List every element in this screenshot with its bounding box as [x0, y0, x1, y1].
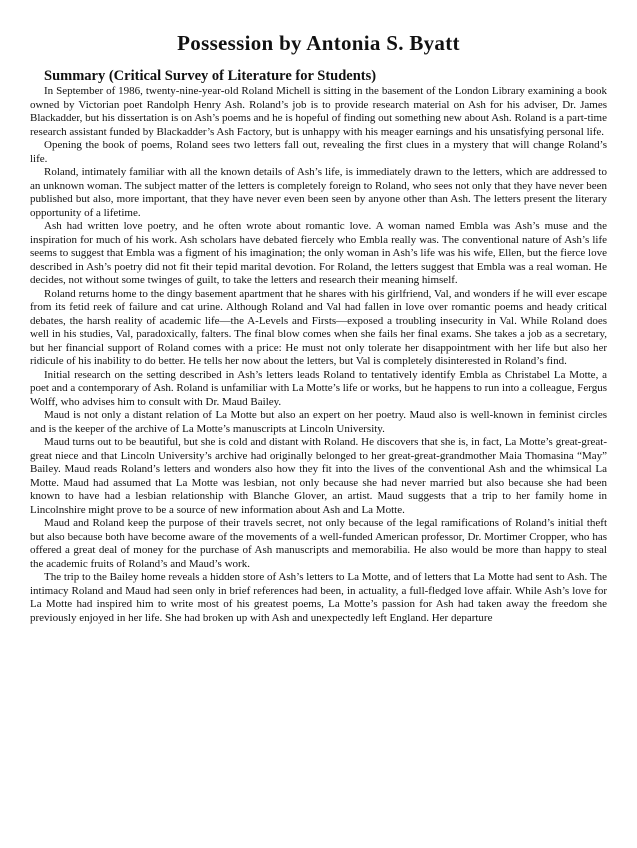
document-title: Possession by Antonia S. Byatt	[177, 31, 460, 55]
body-paragraph: In September of 1986, twenty-nine-year-old Roland Michell is sitting in the basement of the London Library examining a book owned by Victorian poet Randolph Henry Ash. Roland’s job is to provide research material on Ash for his adviser, Dr. James Blackadder, but his dissertation is on Ash’s poems and he is hopeful of finding out something new about Ash. Roland is a part-time research assistant funded by Blackadder’s Ash Factory, but is unhappy with his meager earnings and his unsatisfying personal life.	[30, 85, 607, 138]
body-paragraph: Maud and Roland keep the purpose of their travels secret, not only because of the legal ramifications of Roland’s initial theft but also because both have become aware of the movements of a well-funded American professor, Dr. Mortimer Cropper, who has offered a great deal of money for the purchase of Ash manuscripts and memorabilia. He also would be more than happy to steal the academic fruits of Roland’s and Maud’s work.	[30, 517, 607, 570]
body-paragraph: The trip to the Bailey home reveals a hidden store of Ash’s letters to La Motte, and of letters that La Motte had sent to Ash. The intimacy Roland and Maud had seen only in brief references had been, in actuality, a full-fledged love affair. While Ash’s love for La Motte had inspired him to write most of his greatest poems, La Motte’s passion for Ash had taken away the freedom she previously enjoyed in her life. She had broken up with Ash and unexpectedly left England. Her departure	[30, 571, 607, 624]
body-paragraph: Maud turns out to be beautiful, but she is cold and distant with Roland. He discovers that she is, in fact, La Motte’s great-great-great niece and that Lincoln University’s archive had originally belonged to her great-great-grandmother Maia Thomasina “May” Bailey. Maud reads Roland’s letters and wonders also how they fit into the lives of the conventional Ash and the whimsical La Motte. Maud had assumed that La Motte was lesbian, not only because she had never married but also because she had been known to have had a lesbian relationship with Blanche Glover, an artist. Maud suggests that a trip to her family home in Lincolnshire might prove to be a source of new information about Ash and La Motte.	[30, 436, 607, 516]
document-body	[30, 85, 607, 625]
body-paragraph: Opening the book of poems, Roland sees two letters fall out, revealing the first clues in a mystery that will change Roland’s life.	[30, 139, 607, 165]
body-paragraph: Roland, intimately familiar with all the known details of Ash’s life, is immediately drawn to the letters, which are addressed to an unknown woman. The subject matter of the letters is completely foreign to Roland, who sees not only that they have never been published but also, more important, that they have never even been seen by anyone other than Ash. The letters present the literary opportunity of a lifetime.	[30, 166, 607, 219]
body-paragraph: Maud is not only a distant relation of La Motte but also an expert on her poetry. Maud also is well-known in feminist circles and is the keeper of the archive of La Motte’s manuscripts at Lincoln University.	[30, 409, 607, 435]
document-page	[30, 30, 607, 625]
body-paragraph: Roland returns home to the dingy basement apartment that he shares with his girlfriend, Val, and wonders if he will ever escape from its fetid reek of failure and cat urine. Although Roland and Val had fallen in love over romantic poems and heady critical debates, the harsh reality of academic life—the A-Levels and Firsts—exposed a troubling insecurity in Val. While Roland does well in his studies, Val, paradoxically, falters. The final blow comes when she fails her final exams. She takes a job as a secretary, but her financial support of Roland comes with a price: He must not only tolerate her disappointment with her life but also her ridicule of his inability to do better. He tells her now about the letters, but Val is completely disinterested in Roland’s find.	[30, 287, 607, 367]
body-paragraph: Initial research on the setting described in Ash’s letters leads Roland to tentatively identify Embla as Christabel La Motte, a poet and a contemporary of Ash. Roland is unfamiliar with La Motte’s life or works, but he happens to run into a colleague, Fergus Wolff, who advises him to consult with Dr. Maud Bailey.	[30, 368, 607, 408]
body-paragraph: Ash had written love poetry, and he often wrote about romantic love. A woman named Embla was Ash’s muse and the inspiration for much of his work. Ash scholars have debated fiercely who Embla really was. The conventional nature of Ash’s life seems to suggest that Embla was a figment of his imagination; the only woman in Ash’s life was his wife, Ellen, but the fierce love described in Ash’s poetry did not fit their tepid marital devotion. For Roland, the letters suggest that Embla was a real woman. He decides, not without some twinges of guilt, to take the letters and research their meaning himself.	[30, 220, 607, 286]
section-heading: Summary (Critical Survey of Literature for Students)	[44, 68, 377, 84]
